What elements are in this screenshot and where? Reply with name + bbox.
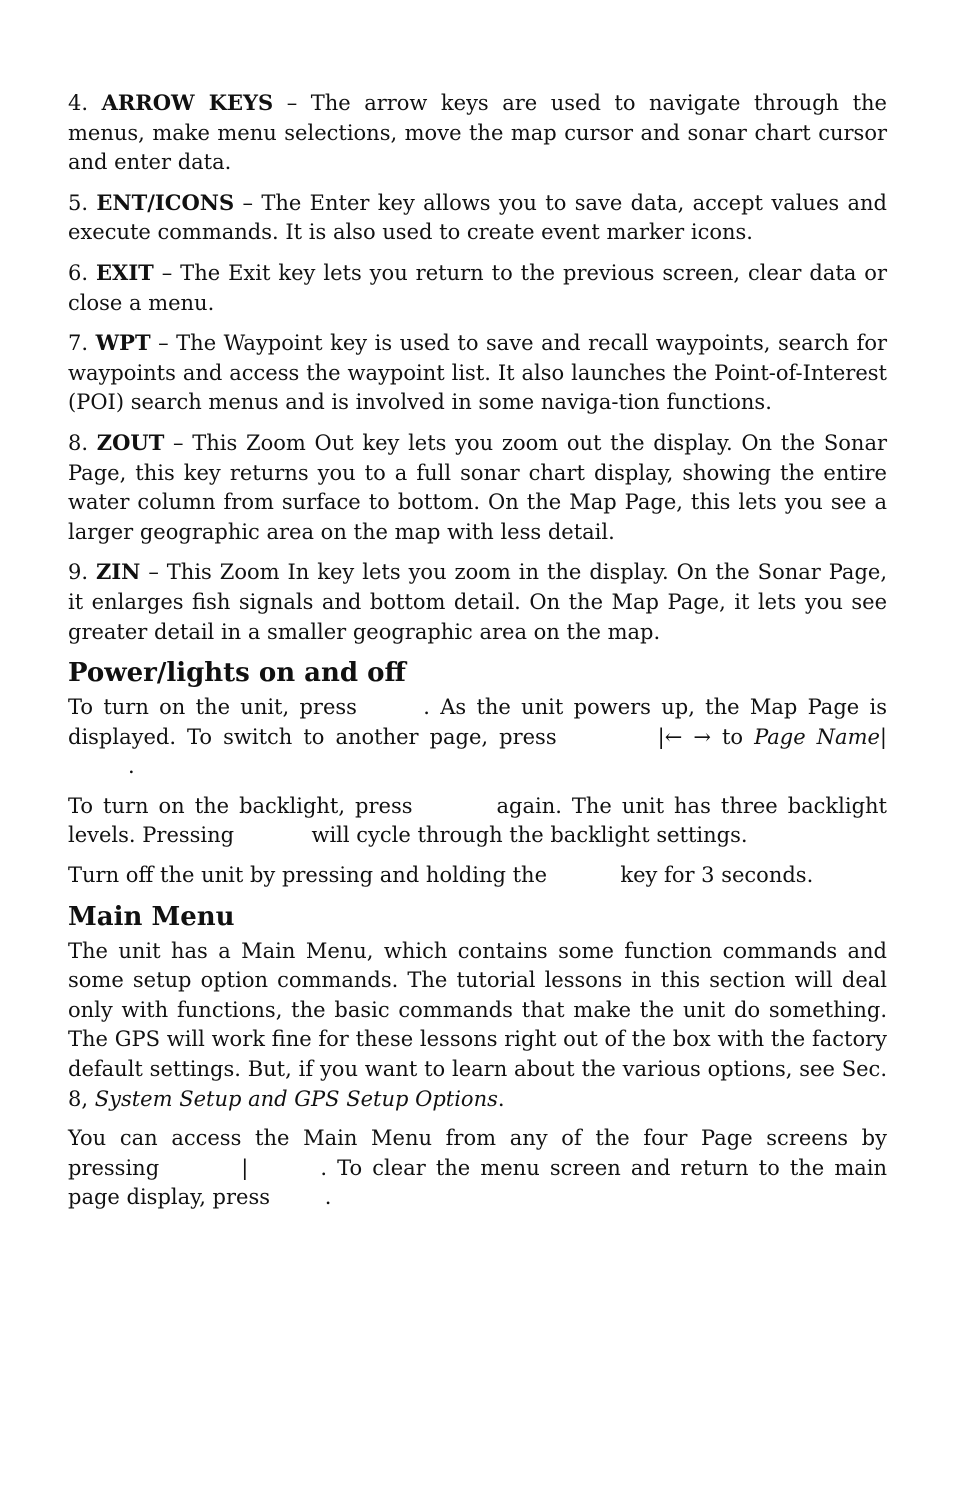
power-paragraph-1: To turn on the unit, press . As the unit powers up, the Map Page is displayed. To switch to another page, press |← → to Page Name|.: [68, 695, 887, 779]
key-name: ENT/ICONS: [96, 189, 235, 215]
list-item: 4. ARROW KEYS – The arrow keys are used to navigate through the menus, make menu selections, move the map cursor and sonar chart cursor and enter data.: [68, 90, 887, 175]
list-item: 9. ZIN – This Zoom In key lets you zoom in the display. On the Sonar Page, it enlarges fish signals and bottom detail. On the Map Page, it lets you see greater detail in a smaller geographic area on the map.: [68, 559, 887, 644]
list-item: 6. EXIT – The Exit key lets you return to the previous screen, clear data or close a menu.: [68, 259, 887, 315]
key-name: ZIN: [96, 559, 141, 585]
main-menu-paragraph-2: You can access the Main Menu from any of the four Page screens by pressing | . To clear the menu screen and return to the main page display, press .: [68, 1126, 887, 1210]
list-item: 5. ENT/ICONS – The Enter key allows you to save data, accept values and execute commands. It is also used to create event marker icons.: [68, 189, 888, 245]
main-menu-paragraph-1: The unit has a Main Menu, which contains some function commands and some setup option commands. The tutorial lessons in this section will deal only with functions, the basic commands that make the unit do something. The GPS will work fine for these lessons right out of the box with the factory default settings. But, if you want to learn about the various options, see Sec. 8, System Setup and GPS Setup Options.: [68, 938, 887, 1111]
list-item: 8. ZOUT – This Zoom Out key lets you zoom out the display. On the Sonar Page, this key returns you to a full sonar chart display, showing the entire water column from surface to bottom. On the Map Page, this lets you see a larger geographic area on the map with less detail.: [68, 429, 887, 544]
manual-page: [68, 88, 887, 1223]
key-name: ARROW KEYS: [101, 90, 274, 115]
power-paragraph-3: Turn off the unit by pressing and holding the key for 3 seconds.: [68, 863, 814, 888]
key-name: EXIT: [96, 259, 154, 285]
list-item: 7. WPT – The Waypoint key is used to save and recall waypoints, search for waypoints and access the waypoint list. It also launches the Point-of-Interest (POI) search menus and is involved in some naviga-tion functions.: [68, 330, 888, 415]
section-heading-main-menu: Main Menu: [68, 901, 235, 932]
section-heading-power: Power/lights on and off: [68, 658, 406, 689]
power-paragraph-2: To turn on the backlight, press again. The unit has three backlight levels. Pressing will cycle through the backlight settings.: [68, 793, 887, 848]
key-name: WPT: [95, 330, 151, 356]
key-name: ZOUT: [96, 429, 165, 455]
